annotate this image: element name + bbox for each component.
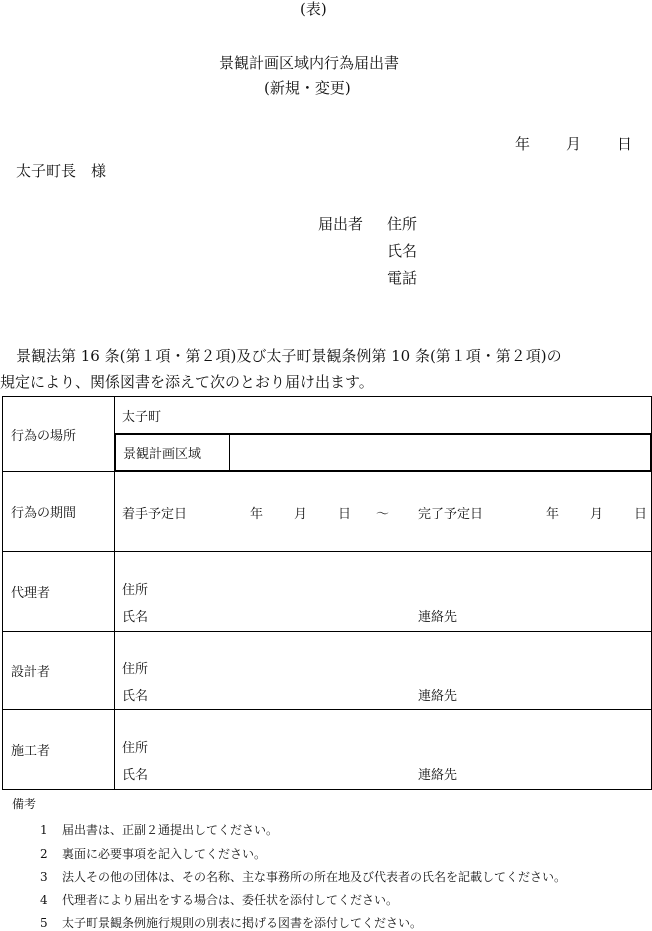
remark-item bbox=[40, 914, 422, 931]
form-subtitle: (新規・変更) bbox=[264, 79, 351, 97]
addressee: 太子町長 様 bbox=[16, 162, 107, 180]
start-month: 月 bbox=[294, 506, 308, 522]
remark-text: 代理者により届出をする場合は、委任状を添付してください。 bbox=[62, 893, 399, 907]
end-day: 日 bbox=[634, 506, 648, 522]
place-label: 行為の場所 bbox=[3, 397, 115, 472]
notifier-name-label: 氏名 bbox=[387, 242, 418, 260]
builder-name-label: 氏名 bbox=[122, 767, 149, 783]
area-label: 景観計画区域 bbox=[116, 435, 230, 471]
remark-number: 3 bbox=[40, 870, 48, 884]
remark-item bbox=[40, 845, 266, 862]
side-label: (表) bbox=[300, 0, 327, 18]
end-month: 月 bbox=[590, 506, 604, 522]
remark-number: 1 bbox=[40, 823, 48, 837]
builder-row bbox=[3, 710, 652, 790]
start-label: 着手予定日 bbox=[122, 506, 188, 522]
remark-item bbox=[40, 821, 278, 838]
remark-text: 法人その他の団体は、その名称、主な事務所の所在地及び代表者の氏名を記載してください。 bbox=[62, 870, 567, 884]
tilde: ～ bbox=[376, 506, 390, 522]
notification-table bbox=[2, 396, 652, 790]
builder-contact-label: 連絡先 bbox=[418, 767, 458, 783]
body-line-1: 景観法第 16 条(第１項・第２項)及び太子町景観条例第 10 条(第１項・第２項)の bbox=[16, 347, 562, 365]
date-month: 月 bbox=[566, 135, 582, 153]
designer-contact-label: 連絡先 bbox=[418, 688, 458, 704]
notifier-phone-label: 電話 bbox=[387, 269, 418, 287]
remark-text: 太子町景観条例施行規則の別表に掲げる図書を添付してください。 bbox=[62, 916, 423, 930]
remark-number: 5 bbox=[40, 916, 48, 930]
period-label: 行為の期間 bbox=[3, 472, 115, 552]
end-label: 完了予定日 bbox=[418, 506, 484, 522]
area-value-field[interactable] bbox=[230, 435, 651, 471]
start-day: 日 bbox=[338, 506, 352, 522]
agent-field[interactable] bbox=[115, 552, 652, 632]
notifier-address-label: 住所 bbox=[387, 215, 418, 233]
body-line-2: 規定により、関係図書を添えて次のとおり届け出ます。 bbox=[0, 373, 374, 391]
builder-label: 施工者 bbox=[3, 710, 115, 790]
designer-row bbox=[3, 632, 652, 710]
place-town: 太子町 bbox=[115, 397, 652, 434]
agent-label: 代理者 bbox=[3, 552, 115, 632]
form-title: 景観計画区域内行為届出書 bbox=[219, 54, 400, 72]
area-subtable bbox=[115, 434, 651, 471]
agent-contact-label: 連絡先 bbox=[418, 609, 458, 625]
date-year: 年 bbox=[515, 135, 531, 153]
designer-address-label: 住所 bbox=[122, 661, 149, 677]
agent-address-label: 住所 bbox=[122, 582, 149, 598]
date-day: 日 bbox=[617, 135, 633, 153]
remarks-title: 備考 bbox=[12, 797, 37, 811]
period-row bbox=[3, 472, 652, 552]
designer-label: 設計者 bbox=[3, 632, 115, 710]
remark-text: 裏面に必要事項を記入してください。 bbox=[62, 847, 267, 861]
builder-field[interactable] bbox=[115, 710, 652, 790]
builder-address-label: 住所 bbox=[122, 740, 149, 756]
remark-item bbox=[40, 868, 566, 885]
designer-name-label: 氏名 bbox=[122, 688, 149, 704]
remark-number: 2 bbox=[40, 847, 48, 861]
end-year: 年 bbox=[546, 506, 560, 522]
designer-field[interactable] bbox=[115, 632, 652, 710]
start-year: 年 bbox=[250, 506, 264, 522]
remark-number: 4 bbox=[40, 893, 48, 907]
remark-text: 届出書は、正副２通提出してください。 bbox=[62, 823, 279, 837]
agent-row bbox=[3, 552, 652, 632]
notifier-label: 届出者 bbox=[318, 215, 364, 233]
period-field[interactable] bbox=[115, 472, 652, 552]
agent-name-label: 氏名 bbox=[122, 609, 149, 625]
remark-item bbox=[40, 891, 398, 908]
place-row-top bbox=[3, 397, 652, 434]
